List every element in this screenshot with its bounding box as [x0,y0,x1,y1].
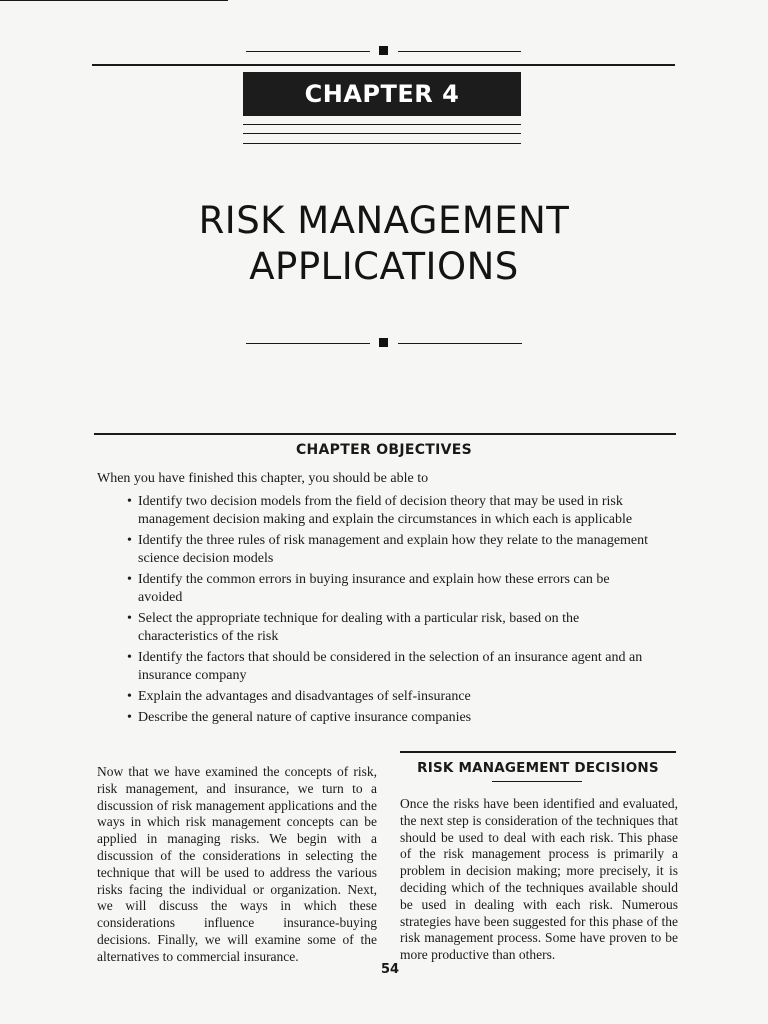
objectives-rule [94,433,676,435]
title-ornament-line-left [246,343,370,344]
intro-paragraph: Now that we have examined the concepts of risk, risk management, and insurance, we turn to a discussion of risk management applications and the ways in which risk management concepts can be applied in managing risks. We begin with a discussion of the considerations in selecting the technique that will be used to address the various risks facing the individual or organization. Next, we will discuss the ways in which these considerations influence insurance-buying decisions. Finally, we will examine some of the alternatives to commercial insurance. [97,764,377,964]
objective-item: • Identify the factors that should be considered in the selection of an insurance agent and an insurance company [127,649,652,685]
ornament-square [379,46,388,55]
chapter-title [0,198,768,290]
title-line-1: RISK MANAGEMENT [198,199,570,242]
title-line-2: APPLICATIONS [249,245,519,288]
header-rule [92,64,675,66]
objective-item: • Select the appropriate technique for dealing with a particular risk, based on the characteristics of the risk [127,610,652,646]
objectives-list [127,493,652,730]
section-heading-underline [492,781,582,782]
objective-item: • Identify the common errors in buying insurance and explain how these errors can be avoided [127,571,652,607]
title-ornament-square [379,338,388,347]
objective-item: • Explain the advantages and disadvantages of self-insurance [127,688,652,706]
section-heading: RISK MANAGEMENT DECISIONS [417,760,659,776]
chapter-underline-3 [243,143,521,144]
page-number: 54 [380,962,400,977]
section-paragraph: Once the risks have been identified and evaluated, the next step is consideration of the techniques that should be used to deal with each risk. This phase of the risk management process is primarily a problem in decision making; more precisely, it is deciding which of the techniques available should be used in dealing with each risk. Numerous strategies have been suggested for this phase of the risk management process. Some have proven to be more productive than others. [400,796,678,963]
objectives-intro: When you have finished this chapter, you should be able to [97,471,429,486]
title-ornament-line-right [398,343,522,344]
objectives-heading: CHAPTER OBJECTIVES [295,442,473,458]
objective-item: • Describe the general nature of captive insurance companies [127,709,652,727]
chapter-label: CHAPTER 4 [243,72,521,116]
section-top-rule [400,751,676,753]
objective-item: • Identify two decision models from the field of decision theory that may be used in risk management decision making and explain the circumstances in which each is applicable [127,493,652,529]
chapter-underline-1 [243,124,521,125]
chapter-underline-2 [243,133,521,134]
top-scan-rule [0,0,228,1]
ornament-line-right [398,51,521,52]
objective-item: • Identify the three rules of risk management and explain how they relate to the management science decision models [127,532,652,568]
ornament-line-left [246,51,370,52]
